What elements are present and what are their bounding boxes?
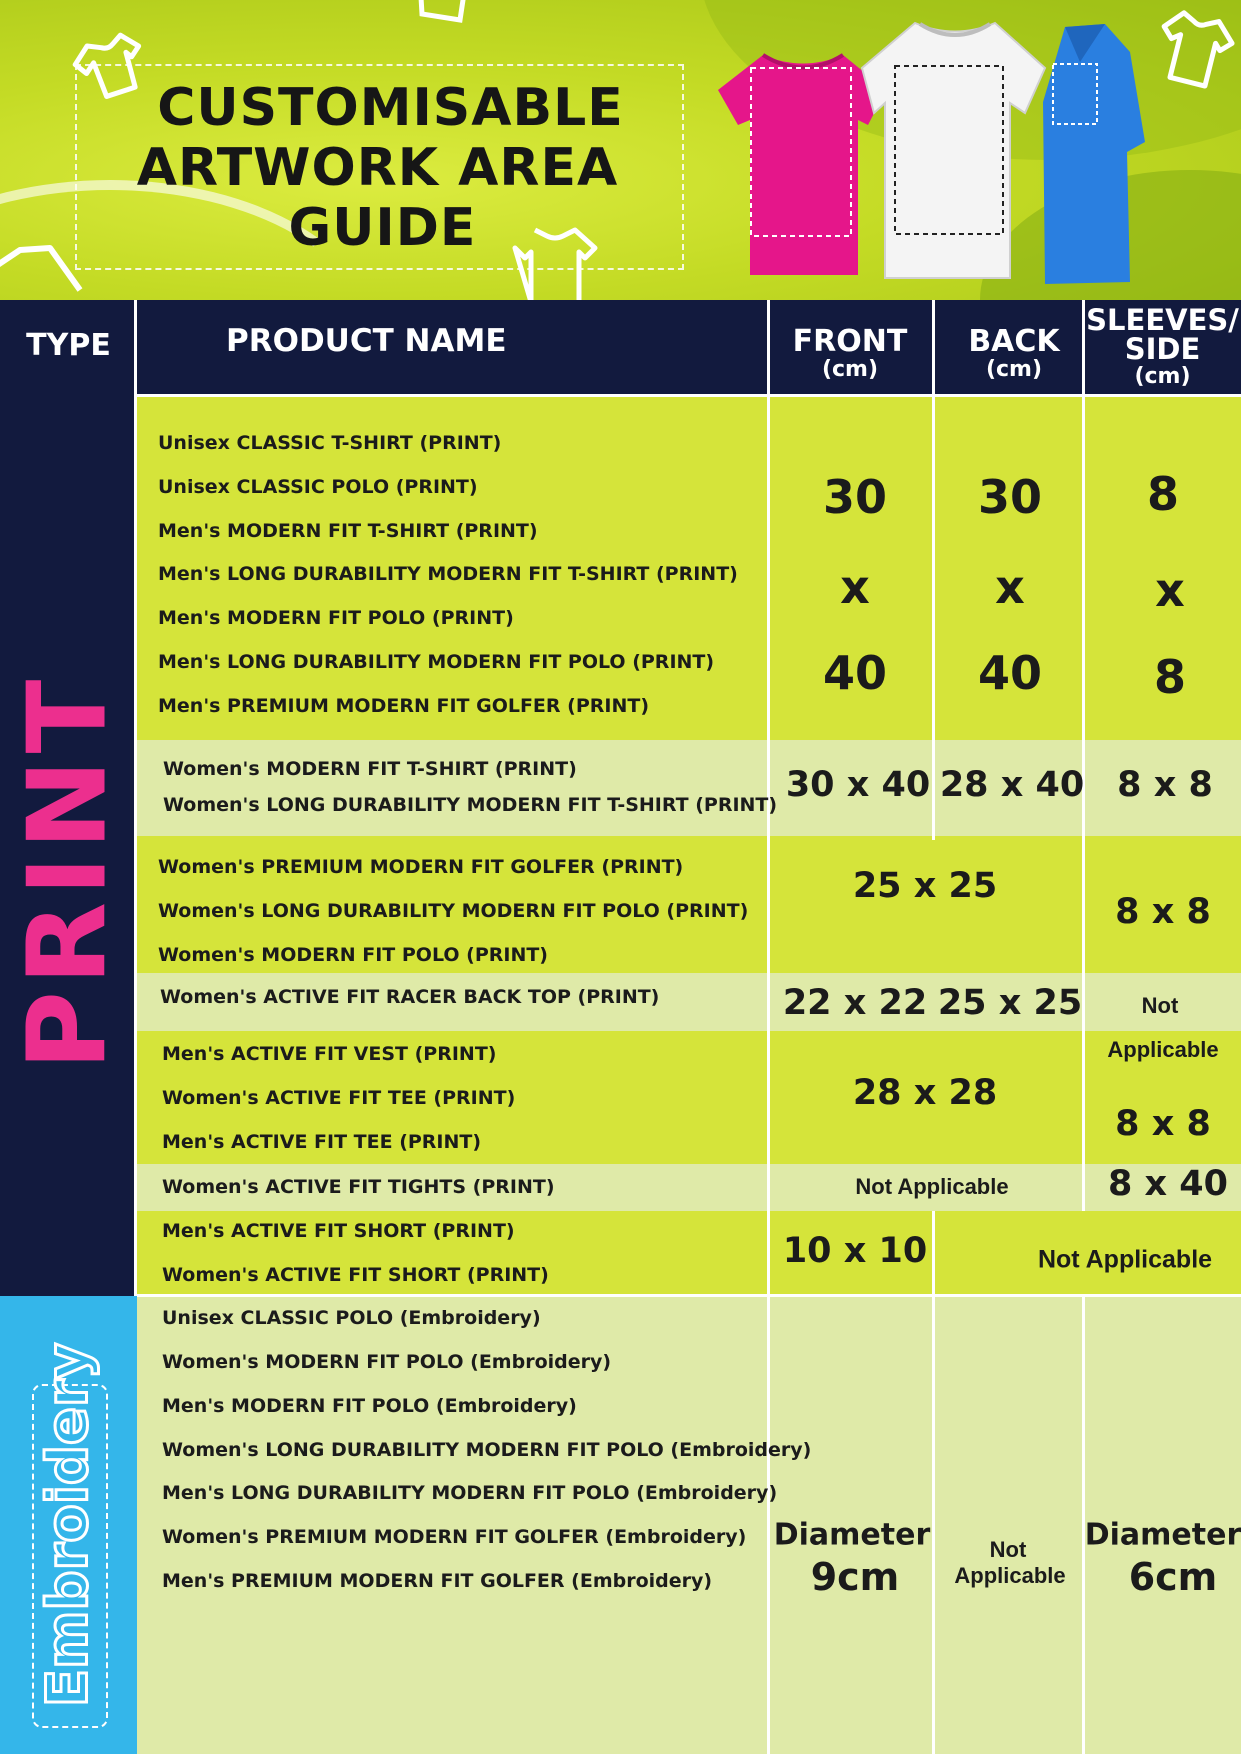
product-name: Women's MODERN FIT POLO (PRINT): [158, 944, 548, 966]
column-divider: [932, 300, 935, 840]
sleeves-size-value: 8: [1146, 467, 1180, 521]
product-name: Unisex CLASSIC T-SHIRT (PRINT): [158, 432, 502, 454]
product-name: Women's ACTIVE FIT TEE (PRINT): [162, 1087, 516, 1109]
sleeves-size-value: 8 x 40: [1107, 1164, 1229, 1204]
product-name: Women's ACTIVE FIT SHORT (PRINT): [162, 1264, 549, 1286]
sleeves-size-value: x: [1155, 563, 1185, 617]
back-size-value: 25 x 25: [937, 983, 1083, 1023]
back-size-value: x: [995, 560, 1025, 614]
column-divider: [932, 1296, 935, 1754]
header-banner: [0, 0, 1241, 300]
product-name: Men's ACTIVE FIT TEE (PRINT): [162, 1131, 482, 1153]
product-name: Men's ACTIVE FIT SHORT (PRINT): [162, 1220, 515, 1242]
white-tshirt-illustration: [860, 18, 1050, 283]
product-name: Men's MODERN FIT T-SHIRT (PRINT): [158, 520, 538, 542]
front-back-size-value: 28 x 28: [852, 1073, 998, 1113]
front-size-value: 22 x 22: [782, 983, 928, 1023]
sleeves-diameter-value: 6cm: [1128, 1555, 1218, 1599]
column-divider: [767, 300, 770, 1754]
sleeves-size-value: 8 x 8: [1115, 1104, 1211, 1144]
sleeves-size-value: 8 x 8: [1115, 892, 1211, 932]
row-divider: [137, 394, 1241, 397]
back-size-value: 28 x 40: [939, 765, 1085, 805]
embroidery-type-label: Embroidery: [35, 1342, 101, 1708]
product-name: Women's ACTIVE FIT RACER BACK TOP (PRINT): [160, 986, 660, 1008]
product-name: Unisex CLASSIC POLO (Embroidery): [162, 1307, 541, 1329]
back-not-applicable: Applicable: [954, 1563, 1066, 1588]
title-line-2: ARTWORK AREA: [136, 138, 619, 198]
title-line-3: GUIDE: [288, 198, 477, 258]
sleeves-not-applicable: Not: [1141, 993, 1179, 1018]
product-name: Women's LONG DURABILITY MODERN FIT POLO (PRINT): [158, 900, 749, 922]
title-line-1: CUSTOMISABLE: [157, 78, 624, 138]
product-name: Men's MODERN FIT POLO (PRINT): [158, 607, 514, 629]
front-header: FRONT (cm): [792, 324, 908, 382]
sleeves-not-applicable: Applicable: [1107, 1037, 1219, 1062]
tshirt-outline-icon: [1148, 2, 1238, 92]
type-header: TYPE: [26, 327, 111, 363]
row-divider: [137, 1294, 1241, 1297]
back-not-applicable: Not: [989, 1537, 1027, 1562]
front-back-not-applicable: Not Applicable: [855, 1174, 1009, 1199]
product-name: Men's LONG DURABILITY MODERN FIT POLO (PRINT): [158, 651, 715, 673]
sleeves-header: SLEEVES/ SIDE (cm): [1086, 303, 1239, 389]
product-name: Men's LONG DURABILITY MODERN FIT T-SHIRT (PRINT): [158, 563, 738, 585]
column-divider: [932, 1211, 935, 1296]
tshirt-outline-icon: [400, 0, 490, 60]
product-name: Women's PREMIUM MODERN FIT GOLFER (PRINT): [158, 856, 684, 878]
column-divider: [1082, 300, 1085, 1211]
back-sleeves-not-applicable: Not Applicable: [1037, 1245, 1213, 1274]
back-header: BACK (cm): [968, 324, 1060, 382]
blue-polo-illustration: [1035, 22, 1155, 287]
product-name: Men's PREMIUM MODERN FIT GOLFER (PRINT): [158, 695, 650, 717]
front-back-size-value: 25 x 25: [852, 866, 998, 906]
sleeves-size-value: 8 x 8: [1117, 765, 1213, 805]
product-name-header: PRODUCT NAME: [226, 323, 507, 359]
front-size-value: 30 x 40: [785, 765, 931, 805]
sleeves-size-value: 8: [1153, 650, 1187, 704]
product-name: Women's LONG DURABILITY MODERN FIT T-SHIRT (PRINT): [163, 794, 778, 816]
back-size-value: 30: [977, 470, 1043, 524]
front-diameter-value: 9cm: [810, 1555, 900, 1599]
front-size-value: 40: [822, 646, 888, 700]
product-name: Women's ACTIVE FIT TIGHTS (PRINT): [162, 1176, 555, 1198]
back-size-value: 40: [977, 646, 1043, 700]
product-name: Men's ACTIVE FIT VEST (PRINT): [162, 1043, 497, 1065]
product-name: Women's MODERN FIT POLO (Embroidery): [162, 1351, 612, 1373]
product-name: Women's MODERN FIT T-SHIRT (PRINT): [163, 758, 577, 780]
sleeves-diameter-label: Diameter: [1084, 1517, 1241, 1553]
front-size-value: x: [840, 560, 870, 614]
product-name: Men's LONG DURABILITY MODERN FIT POLO (Embroidery): [162, 1482, 778, 1504]
front-diameter-label: Diameter: [773, 1517, 931, 1553]
front-size-value: 30: [822, 470, 888, 524]
product-name: Women's PREMIUM MODERN FIT GOLFER (Embroidery): [162, 1526, 747, 1548]
print-type-label: PRINT: [5, 673, 131, 1071]
product-name: Men's MODERN FIT POLO (Embroidery): [162, 1395, 577, 1417]
product-name: Unisex CLASSIC POLO (PRINT): [158, 476, 478, 498]
product-name: Women's LONG DURABILITY MODERN FIT POLO (Embroidery): [162, 1439, 812, 1461]
product-name: Men's PREMIUM MODERN FIT GOLFER (Embroidery): [162, 1570, 713, 1592]
front-size-value: 10 x 10: [782, 1231, 928, 1271]
